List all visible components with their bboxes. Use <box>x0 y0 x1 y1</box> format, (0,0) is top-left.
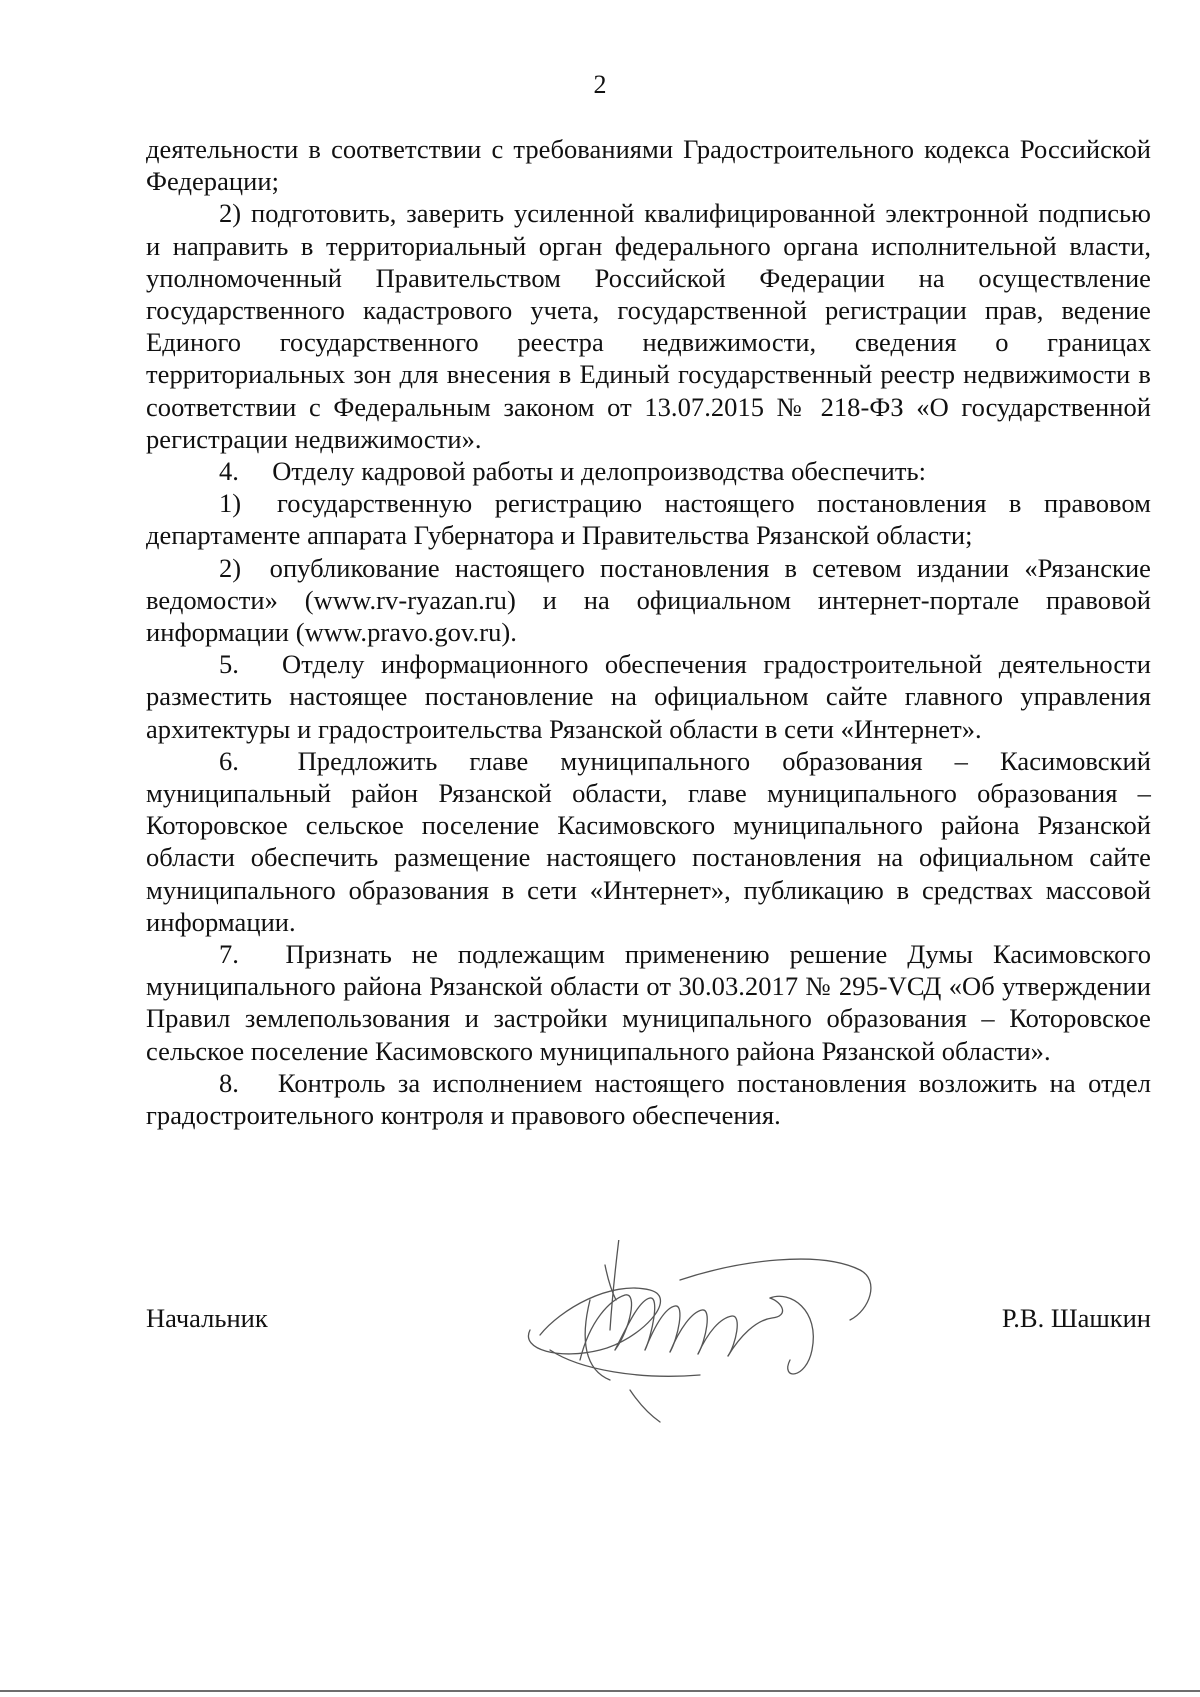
signatory-name: Р.В. Шашкин <box>1001 1303 1151 1333</box>
page-number: 2 <box>593 70 607 99</box>
paragraph-item-2: 2) подготовить, заверить усиленной квалифицированной электронной подписью и направить в территориальный орган федерального органа исполнительной власти, уполномоченный Правительством Российской Федерации на осуществление государственного кадастрового учета, государственной регистрации прав, ведение Единого государственного реестра недвижимости, сведения о границах территориальных зон для внесения в Единый государственный реестр недвижимости в соответствии с Федеральным законом от 13.07.2015 № 218-ФЗ «О государственной регистрации недвижимости». <box>146 198 1151 454</box>
signatory-title: Начальник <box>146 1303 268 1333</box>
paragraph-item-7: 7. Признать не подлежащим применению решение Думы Касимовского муниципального района Рязанской области от 30.03.2017 № 295-VСД «Об утверждении Правил землепользования и застройки муниципального образования – Которовское сельское поселение Касимовского муниципального района Рязанской области». <box>146 939 1151 1066</box>
paragraph-item-6: 6. Предложить главе муниципального образования – Касимовский муниципальный район Рязанской области, главе муниципального образования – Которовское сельское поселение Касимовского муниципального района Рязанской области обеспечить размещение настоящего постановления на официальном сайте муниципального образования в сети «Интернет», публикацию в средствах массовой информации. <box>146 745 1151 937</box>
handwritten-signature <box>520 1240 940 1440</box>
paragraph-item-4-1: 1) государственную регистрацию настоящего постановления в правовом департаменте аппарата Губернатора и Правительства Рязанской области; <box>146 488 1151 551</box>
bottom-edge-line <box>0 1690 1200 1692</box>
paragraph-item-4-2: 2) опубликование настоящего постановления в сетевом издании «Рязанские ведомости» (www.rv-ryazan.ru) и на официальном интернет-портале правовой информации (www.pravo.gov.ru). <box>146 552 1151 648</box>
paragraph-continuation: деятельности в соответствии с требованиями Градостроительного кодекса Российской Федерации; <box>146 134 1151 197</box>
document-body <box>146 133 1151 1131</box>
paragraph-item-5: 5. Отделу информационного обеспечения градостроительной деятельности разместить настоящее постановление на официальном сайте главного управления архитектуры и градостроительства Рязанской области в сети «Интернет». <box>146 649 1151 744</box>
paragraph-item-4: 4. Отделу кадровой работы и делопроизводства обеспечить: <box>219 456 927 487</box>
paragraph-item-8: 8. Контроль за исполнением настоящего постановления возложить на отдел градостроительного контроля и правового обеспечения. <box>146 1067 1151 1131</box>
